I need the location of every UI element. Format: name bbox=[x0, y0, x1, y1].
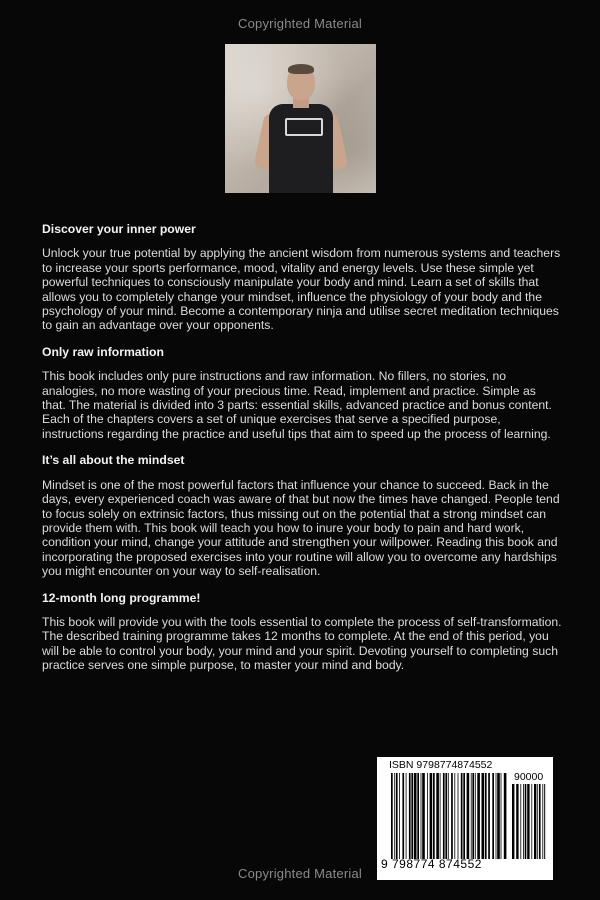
section-heading-raw-information: Only raw information bbox=[42, 344, 164, 359]
author-photo bbox=[225, 44, 376, 193]
watermark-bottom: Copyrighted Material bbox=[238, 866, 362, 881]
barcode-digits: 9 798774 874552 bbox=[381, 857, 482, 871]
section-body-mindset: Mindset is one of the most powerful factors that influence your chance to succeed. Back in the days, every experienced coach was aware of that but now the times have changed. People tend to focus solely on extrinsic factors, thus missing out on the potential that a strong mindset can provide them with. This book will teach you how to inure your body to pain and hard work, condition your mind, change your attitude and strengthen your willpower. Reading this book and incorporating the proposed exercises into your routine will allow you to overcome any hardships you might encounter on your way to self-realisation. bbox=[42, 477, 560, 579]
watermark-top: Copyrighted Material bbox=[238, 16, 362, 31]
back-cover-text bbox=[42, 222, 562, 685]
section-heading-inner-power: Discover your inner power bbox=[42, 222, 196, 236]
section-heading-mindset: It’s all about the mindset bbox=[42, 453, 185, 468]
section-heading-programme: 12-month long programme! bbox=[42, 590, 201, 605]
price-code: 90000 bbox=[514, 771, 544, 783]
isbn-barcode bbox=[377, 757, 553, 880]
isbn-label: ISBN 9798774874552 bbox=[389, 759, 493, 771]
section-body-programme: This book will provide you with the tools essential to complete the process of self-transformation. The described training programme takes 12 months to complete. At the end of this period, you will be able to control your body, your mind and your spirit. Devoting yourself to completing such practice serves one simple purpose, to master your mind and body. bbox=[42, 614, 562, 673]
price-barcode-bars bbox=[512, 784, 546, 859]
barcode-bars bbox=[391, 773, 507, 859]
section-body-raw-information: This book includes only pure instructions and raw information. No fillers, no stories, no analogies, no more wasting of your precious time. Read, implement and practice. Simple as that. The material is divided into 3 parts: essential skills, advanced practice and bonus content. Each of the chapters covers a set of unique exercises that serve a specified purpose, instructions regarding the practice and useful tips that aim to speed up the process of learning. bbox=[42, 369, 552, 441]
section-body-inner-power: Unlock your true potential by applying the ancient wisdom from numerous systems and teachers to increase your sports performance, mood, vitality and energy levels. Use these simple yet powerful techniques to consciously manipulate your body and mind. Learn a set of skills that allows you to completely change your mindset, influence the physiology of your body and the psychology of your mind. Become a contemporary ninja and utilise secret meditation techniques to gain an advantage over your opponents. bbox=[42, 246, 561, 333]
shirt-logo bbox=[285, 118, 323, 136]
